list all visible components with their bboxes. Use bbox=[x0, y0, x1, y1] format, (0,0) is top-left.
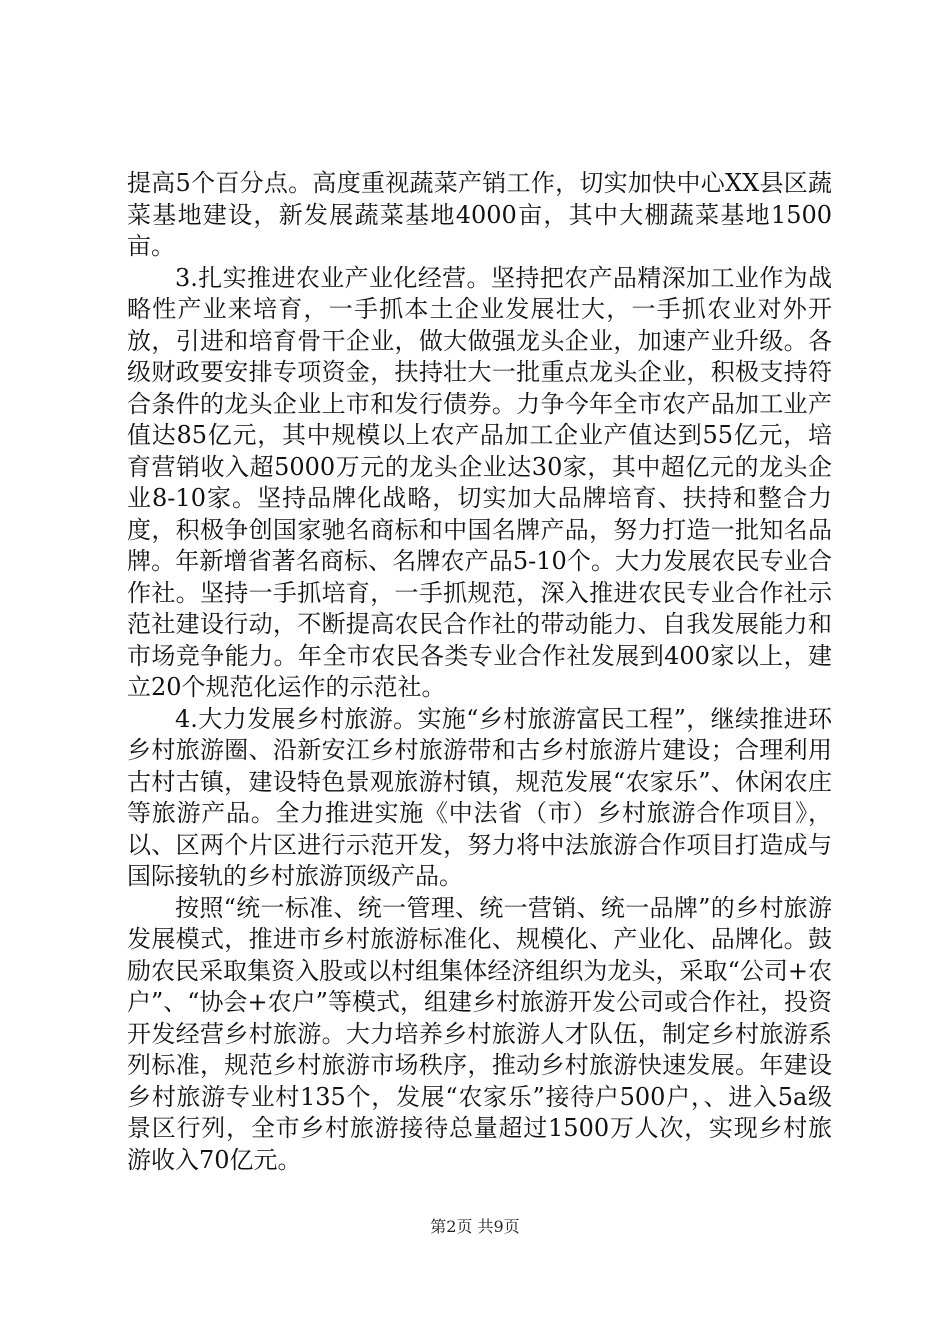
paragraph-rural-tourism: 4.大力发展乡村旅游。实施“乡村旅游富民工程”，继续推进环乡村旅游圈、沿新安江乡村旅游带和古乡村旅游片建设；合理利用古村古镇，建设特色景观旅游村镇，规范发展“农家乐”、休闲农庄等旅游产品。全力推进实施《中法省（市）乡村旅游合作项目》，以、区两个片区进行示范开发，努力将中法旅游合作项目打造成与国际接轨的乡村旅游顶级产品。 bbox=[127, 704, 832, 890]
paragraph-continuation: 提高5个百分点。高度重视蔬菜产销工作，切实加快中心XX县区蔬菜基地建设，新发展蔬菜基地4000亩，其中大棚蔬菜基地1500亩。 bbox=[127, 169, 832, 260]
page-footer: 第2页 共9页 bbox=[430, 1217, 520, 1236]
paragraph-agri-industrialization: 3.扎实推进农业产业化经营。坚持把农产品精深加工业作为战略性产业来培育，一手抓本土企业发展壮大，一手抓农业对外开放，引进和培育骨干企业，做大做强龙头企业，加速产业升级。各级财政要安排专项资金，扶持壮大一批重点龙头企业，积极支持符合条件的龙头企业上市和发行债券。力争今年全市农产品加工业产值达85亿元，其中规模以上农产品加工企业产值达到55亿元，培育营销收入超5000万元的龙头企业达30家，其中超亿元的龙头企业8-10家。坚持品牌化战略，切实加大品牌培育、扶持和整合力度，积极争创国家驰名商标和中国名牌产品，努力打造一批知名品牌。年新增省著名商标、名牌农产品5-10个。大力发展农民专业合作社。坚持一手抓培育，一手抓规范，深入推进农民专业合作社示范社建设行动，不断提高农民合作社的带动能力、自我发展能力和市场竞争能力。年全市农民各类专业合作社发展到400家以上，建立20个规范化运作的示范社。 bbox=[127, 263, 832, 701]
paragraph-tourism-model: 按照“统一标准、统一管理、统一营销、统一品牌”的乡村旅游发展模式，推进市乡村旅游标准化、规模化、产业化、品牌化。鼓励农民采取集资入股或以村组集体经济组织为龙头，采取“公司+农户”、“协会+农户”等模式，组建乡村旅游开发公司或合作社，投资开发经营乡村旅游。大力培养乡村旅游人才队伍，制定乡村旅游系列标准，规范乡村旅游市场秩序，推动乡村旅游快速发展。年建设乡村旅游专业村135个，发展“农家乐”接待户500户，、进入5a级景区行列，全市乡村旅游接待总量超过1500万人次，实现乡村旅游收入70亿元。 bbox=[127, 893, 832, 1174]
document-body bbox=[127, 168, 832, 1176]
